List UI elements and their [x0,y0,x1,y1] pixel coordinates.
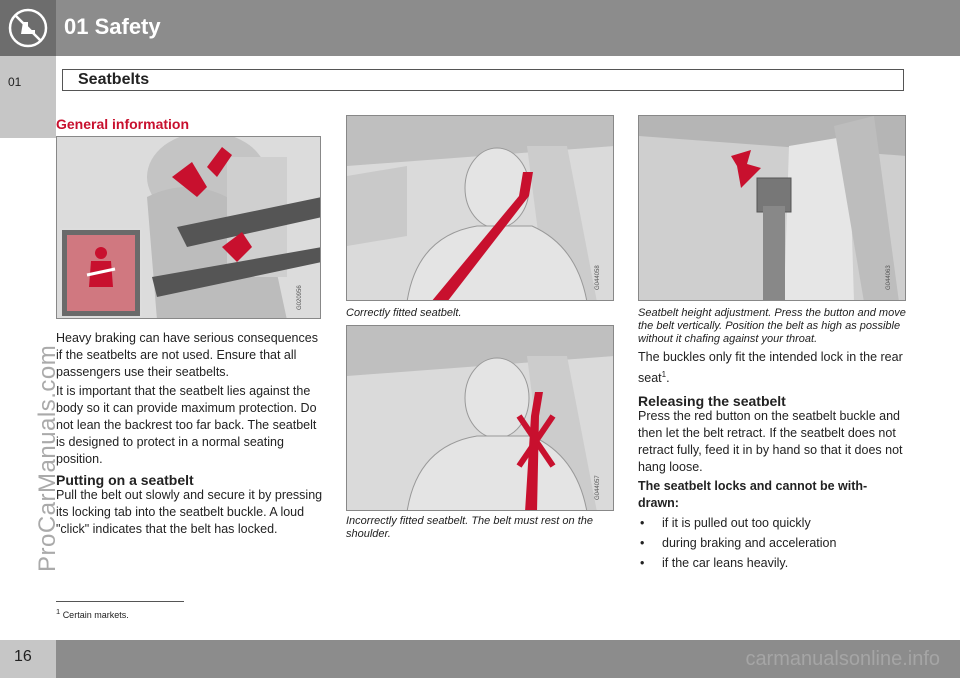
col3-paragraph-1 [638,349,908,387]
correct-seatbelt-caption: Correctly fitted seatbelt. [346,307,462,319]
col3-paragraph-1-text: The buckles only fit the intended lock in the rear seat [638,350,903,386]
bullet-icon: • [640,536,645,550]
putting-on-heading: Putting on a seatbelt [56,472,194,488]
chapter-title: 01 Safety [64,14,161,39]
header-tab [0,0,56,56]
height-adjust-caption: Seatbelt height adjustment. Press the button and move the belt vertically. Position the belt as high as possible without it chafing against your throat. [638,307,906,345]
figure-code-1: G020956 [297,285,303,310]
side-watermark: ProCarManuals.com [34,344,61,572]
footnote-rule [56,601,184,602]
locks-heading: The seatbelt locks and cannot be with-drawn: [638,479,868,510]
col3-paragraph-2: Press the red button on the seatbelt buckle and then let the belt retract. If the seatbelt does not retract fully, feed it in by hand so that it does not hang loose. [638,409,903,474]
figure-code-4: G044063 [886,265,892,290]
col1-paragraph-3: Pull the belt out slowly and secure it by pressing its locking tab into the seatbelt buckle. A loud "click" indicates that the belt has locked. [56,488,323,536]
bullet-item-1: if it is pulled out too quickly [662,516,811,530]
seatbelt-figure-1 [56,136,321,319]
releasing-heading: Releasing the seatbelt [638,393,786,409]
col1-paragraph-2: It is important that the seatbelt lies against the body so it can provide maximum protection. Do not lean the backrest too far back. The seatbelt is designed to protect in a normal seating position. [56,384,317,466]
footnote-ref: 1 [661,370,667,379]
section-title: Seatbelts [78,71,150,88]
incorrect-seatbelt-caption: Incorrectly fitted seatbelt. The belt must rest on the shoulder. [346,515,594,540]
page-number: 16 [14,648,32,665]
bullet-item-2: during braking and acceleration [662,536,837,550]
footnote-text: Certain markets. [62,610,129,620]
bullet-icon: • [640,516,645,530]
height-adjust-illustration [639,116,906,301]
footer-watermark: carmanualsonline.info [745,648,940,670]
correct-seatbelt-figure [346,115,614,301]
seatbelt-illustration-1 [57,137,321,319]
figure-code-2: G044058 [595,265,601,290]
side-tab [0,56,56,138]
general-info-heading: General information [56,116,190,132]
height-adjust-figure [638,115,906,301]
footnote [56,607,129,620]
incorrect-seatbelt-figure [346,325,614,511]
col1-paragraph-1: Heavy braking can have serious consequences if the seatbelts are not used. Ensure that all passengers use their seatbelts. [56,331,318,379]
correct-seatbelt-illustration [347,116,614,301]
bullet-icon: • [640,556,645,570]
figure-code-3: G044057 [595,475,601,500]
col3-paragraph-1-end: . [666,371,670,386]
footnote-number: 1 [56,607,61,616]
incorrect-seatbelt-illustration [347,326,614,511]
bullet-item-3: if the car leans heavily. [662,556,789,570]
section-title-box [62,69,904,91]
no-child-seat-icon [8,8,48,48]
side-tab-label: 01 [8,75,22,89]
